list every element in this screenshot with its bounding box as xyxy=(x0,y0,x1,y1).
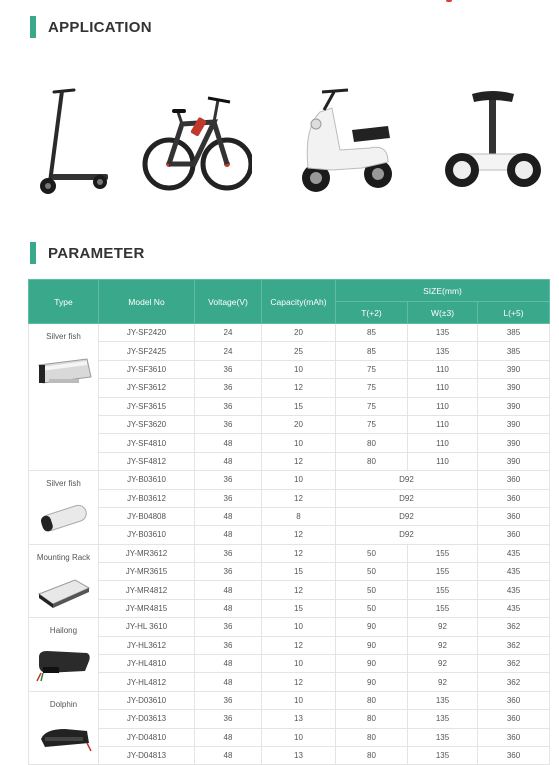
brand-accent-mark xyxy=(446,0,452,2)
l-cell: 390 xyxy=(478,360,550,378)
voltage-cell: 48 xyxy=(195,746,262,764)
t-cell: 90 xyxy=(336,618,408,636)
model-cell: JY-SF3620 xyxy=(99,415,195,433)
l-cell: 390 xyxy=(478,397,550,415)
w-cell: 110 xyxy=(408,397,478,415)
capacity-cell: 10 xyxy=(262,434,336,452)
model-cell: JY-MR3612 xyxy=(99,544,195,562)
capacity-cell: 10 xyxy=(262,471,336,489)
section-accent-bar xyxy=(30,242,36,264)
voltage-cell: 48 xyxy=(195,434,262,452)
voltage-cell: 36 xyxy=(195,415,262,433)
w-cell: 135 xyxy=(408,710,478,728)
t-cell: 75 xyxy=(336,415,408,433)
capacity-cell: 20 xyxy=(262,415,336,433)
diameter-cell: D92 xyxy=(336,507,478,525)
l-cell: 435 xyxy=(478,563,550,581)
w-cell: 135 xyxy=(408,342,478,360)
l-cell: 360 xyxy=(478,710,550,728)
table-row xyxy=(29,471,550,489)
l-cell: 360 xyxy=(478,471,550,489)
dolphin-battery-image xyxy=(29,719,98,761)
electric-motorcycle-image xyxy=(292,78,402,198)
diameter-cell: D92 xyxy=(336,526,478,544)
type-label: Silver fish xyxy=(46,479,81,489)
model-cell: JY-HL3612 xyxy=(99,636,195,654)
t-cell: 80 xyxy=(336,710,408,728)
capacity-cell: 10 xyxy=(262,618,336,636)
model-cell: JY-B03610 xyxy=(99,471,195,489)
l-cell: 390 xyxy=(478,452,550,470)
table-row xyxy=(29,489,550,507)
w-cell: 92 xyxy=(408,673,478,691)
table-row xyxy=(29,710,550,728)
hailong-battery-image xyxy=(29,645,98,687)
application-photos xyxy=(24,70,544,210)
table-row xyxy=(29,673,550,691)
electric-bicycle-image xyxy=(142,82,252,197)
silver-fish-battery-image xyxy=(29,351,98,393)
capacity-cell: 13 xyxy=(262,746,336,764)
model-cell: JY-D04810 xyxy=(99,728,195,746)
type-cell xyxy=(29,471,99,545)
model-cell: JY-MR4812 xyxy=(99,581,195,599)
voltage-cell: 48 xyxy=(195,526,262,544)
model-cell: JY-HL4812 xyxy=(99,673,195,691)
model-cell: JY-SF4812 xyxy=(99,452,195,470)
table-row xyxy=(29,507,550,525)
t-cell: 50 xyxy=(336,544,408,562)
header-voltage: Voltage(V) xyxy=(195,280,262,324)
type-label: Dolphin xyxy=(49,699,78,709)
voltage-cell: 36 xyxy=(195,636,262,654)
type-label: Silver fish xyxy=(46,332,81,341)
t-cell: 90 xyxy=(336,655,408,673)
l-cell: 435 xyxy=(478,599,550,617)
t-cell: 75 xyxy=(336,397,408,415)
w-cell: 155 xyxy=(408,544,478,562)
voltage-cell: 36 xyxy=(195,360,262,378)
l-cell: 435 xyxy=(478,544,550,562)
model-cell: JY-SF2425 xyxy=(99,342,195,360)
w-cell: 110 xyxy=(408,360,478,378)
voltage-cell: 36 xyxy=(195,710,262,728)
voltage-cell: 36 xyxy=(195,691,262,709)
header-model: Model No xyxy=(99,280,195,324)
type-cell xyxy=(29,324,99,471)
l-cell: 362 xyxy=(478,673,550,691)
header-w: W(±3) xyxy=(408,302,478,324)
capacity-cell: 12 xyxy=(262,581,336,599)
t-cell: 80 xyxy=(336,452,408,470)
table-row xyxy=(29,434,550,452)
t-cell: 50 xyxy=(336,599,408,617)
w-cell: 135 xyxy=(408,691,478,709)
rack-battery-image xyxy=(29,572,98,614)
section-accent-bar xyxy=(30,16,36,38)
t-cell: 80 xyxy=(336,434,408,452)
l-cell: 360 xyxy=(478,526,550,544)
w-cell: 155 xyxy=(408,581,478,599)
table-row xyxy=(29,636,550,654)
table-row xyxy=(29,379,550,397)
voltage-cell: 36 xyxy=(195,489,262,507)
l-cell: 360 xyxy=(478,507,550,525)
model-cell: JY-HL4810 xyxy=(99,655,195,673)
w-cell: 110 xyxy=(408,379,478,397)
type-label: Mounting Rack xyxy=(36,552,91,562)
t-cell: 85 xyxy=(336,324,408,342)
l-cell: 385 xyxy=(478,342,550,360)
capacity-cell: 10 xyxy=(262,655,336,673)
header-capacity: Capacity(mAh) xyxy=(262,280,336,324)
table-row xyxy=(29,746,550,764)
l-cell: 390 xyxy=(478,379,550,397)
table-header-row xyxy=(29,280,550,302)
capacity-cell: 12 xyxy=(262,526,336,544)
table-row xyxy=(29,581,550,599)
t-cell: 80 xyxy=(336,691,408,709)
diameter-cell: D92 xyxy=(336,489,478,507)
self-balancing-scooter-image xyxy=(442,90,542,195)
diameter-cell: D92 xyxy=(336,471,478,489)
l-cell: 360 xyxy=(478,746,550,764)
table-row xyxy=(29,324,550,342)
bottle-battery-image xyxy=(29,498,98,540)
voltage-cell: 24 xyxy=(195,324,262,342)
capacity-cell: 15 xyxy=(262,397,336,415)
t-cell: 90 xyxy=(336,636,408,654)
t-cell: 90 xyxy=(336,673,408,691)
header-size: SIZE(mm) xyxy=(336,280,550,302)
l-cell: 360 xyxy=(478,489,550,507)
parameter-table xyxy=(28,279,550,765)
w-cell: 92 xyxy=(408,655,478,673)
model-cell: JY-SF4810 xyxy=(99,434,195,452)
model-cell: JY-SF3615 xyxy=(99,397,195,415)
table-row xyxy=(29,360,550,378)
w-cell: 135 xyxy=(408,746,478,764)
capacity-cell: 12 xyxy=(262,636,336,654)
model-cell: JY-D03610 xyxy=(99,691,195,709)
voltage-cell: 36 xyxy=(195,563,262,581)
l-cell: 360 xyxy=(478,691,550,709)
header-l: L(+5) xyxy=(478,302,550,324)
type-label: Hailong xyxy=(49,626,78,636)
capacity-cell: 12 xyxy=(262,489,336,507)
l-cell: 390 xyxy=(478,434,550,452)
table-row xyxy=(29,728,550,746)
w-cell: 92 xyxy=(408,618,478,636)
table-row xyxy=(29,544,550,562)
capacity-cell: 13 xyxy=(262,710,336,728)
table-row xyxy=(29,563,550,581)
model-cell: JY-D03613 xyxy=(99,710,195,728)
table-row xyxy=(29,452,550,470)
l-cell: 362 xyxy=(478,636,550,654)
w-cell: 110 xyxy=(408,452,478,470)
voltage-cell: 36 xyxy=(195,471,262,489)
capacity-cell: 8 xyxy=(262,507,336,525)
table-row xyxy=(29,526,550,544)
table-row xyxy=(29,599,550,617)
t-cell: 80 xyxy=(336,746,408,764)
w-cell: 135 xyxy=(408,728,478,746)
voltage-cell: 48 xyxy=(195,452,262,470)
capacity-cell: 12 xyxy=(262,452,336,470)
table-row xyxy=(29,397,550,415)
w-cell: 110 xyxy=(408,415,478,433)
parameter-title: PARAMETER xyxy=(48,244,145,262)
table-body xyxy=(29,324,550,765)
l-cell: 360 xyxy=(478,728,550,746)
table-row xyxy=(29,342,550,360)
voltage-cell: 36 xyxy=(195,618,262,636)
capacity-cell: 10 xyxy=(262,691,336,709)
l-cell: 435 xyxy=(478,581,550,599)
table-row xyxy=(29,618,550,636)
model-cell: JY-B03610 xyxy=(99,526,195,544)
voltage-cell: 36 xyxy=(195,544,262,562)
w-cell: 110 xyxy=(408,434,478,452)
capacity-cell: 10 xyxy=(262,728,336,746)
type-cell xyxy=(29,691,99,765)
application-section-header xyxy=(30,16,152,38)
voltage-cell: 48 xyxy=(195,673,262,691)
voltage-cell: 48 xyxy=(195,507,262,525)
type-cell xyxy=(29,618,99,692)
parameter-section-header xyxy=(30,242,145,264)
capacity-cell: 15 xyxy=(262,563,336,581)
model-cell: JY-SF3612 xyxy=(99,379,195,397)
voltage-cell: 48 xyxy=(195,728,262,746)
model-cell: JY-B03612 xyxy=(99,489,195,507)
model-cell: JY-MR4815 xyxy=(99,599,195,617)
voltage-cell: 36 xyxy=(195,379,262,397)
model-cell: JY-D04813 xyxy=(99,746,195,764)
application-title: APPLICATION xyxy=(48,18,152,36)
l-cell: 362 xyxy=(478,655,550,673)
capacity-cell: 12 xyxy=(262,673,336,691)
t-cell: 50 xyxy=(336,581,408,599)
table-row xyxy=(29,655,550,673)
w-cell: 92 xyxy=(408,636,478,654)
voltage-cell: 48 xyxy=(195,581,262,599)
t-cell: 50 xyxy=(336,563,408,581)
capacity-cell: 10 xyxy=(262,360,336,378)
t-cell: 80 xyxy=(336,728,408,746)
voltage-cell: 36 xyxy=(195,397,262,415)
model-cell: JY-B04808 xyxy=(99,507,195,525)
type-cell xyxy=(29,544,99,618)
capacity-cell: 15 xyxy=(262,599,336,617)
model-cell: JY-HL 3610 xyxy=(99,618,195,636)
l-cell: 390 xyxy=(478,415,550,433)
voltage-cell: 48 xyxy=(195,599,262,617)
w-cell: 135 xyxy=(408,324,478,342)
table-row xyxy=(29,691,550,709)
model-cell: JY-SF3610 xyxy=(99,360,195,378)
w-cell: 155 xyxy=(408,599,478,617)
voltage-cell: 24 xyxy=(195,342,262,360)
header-t: T(+2) xyxy=(336,302,408,324)
capacity-cell: 12 xyxy=(262,544,336,562)
electric-scooter-image xyxy=(32,82,112,197)
capacity-cell: 20 xyxy=(262,324,336,342)
capacity-cell: 12 xyxy=(262,379,336,397)
t-cell: 75 xyxy=(336,379,408,397)
w-cell: 155 xyxy=(408,563,478,581)
voltage-cell: 48 xyxy=(195,655,262,673)
table-row xyxy=(29,415,550,433)
t-cell: 85 xyxy=(336,342,408,360)
l-cell: 385 xyxy=(478,324,550,342)
model-cell: JY-SF2420 xyxy=(99,324,195,342)
t-cell: 75 xyxy=(336,360,408,378)
model-cell: JY-MR3615 xyxy=(99,563,195,581)
header-type: Type xyxy=(29,280,99,324)
l-cell: 362 xyxy=(478,618,550,636)
capacity-cell: 25 xyxy=(262,342,336,360)
